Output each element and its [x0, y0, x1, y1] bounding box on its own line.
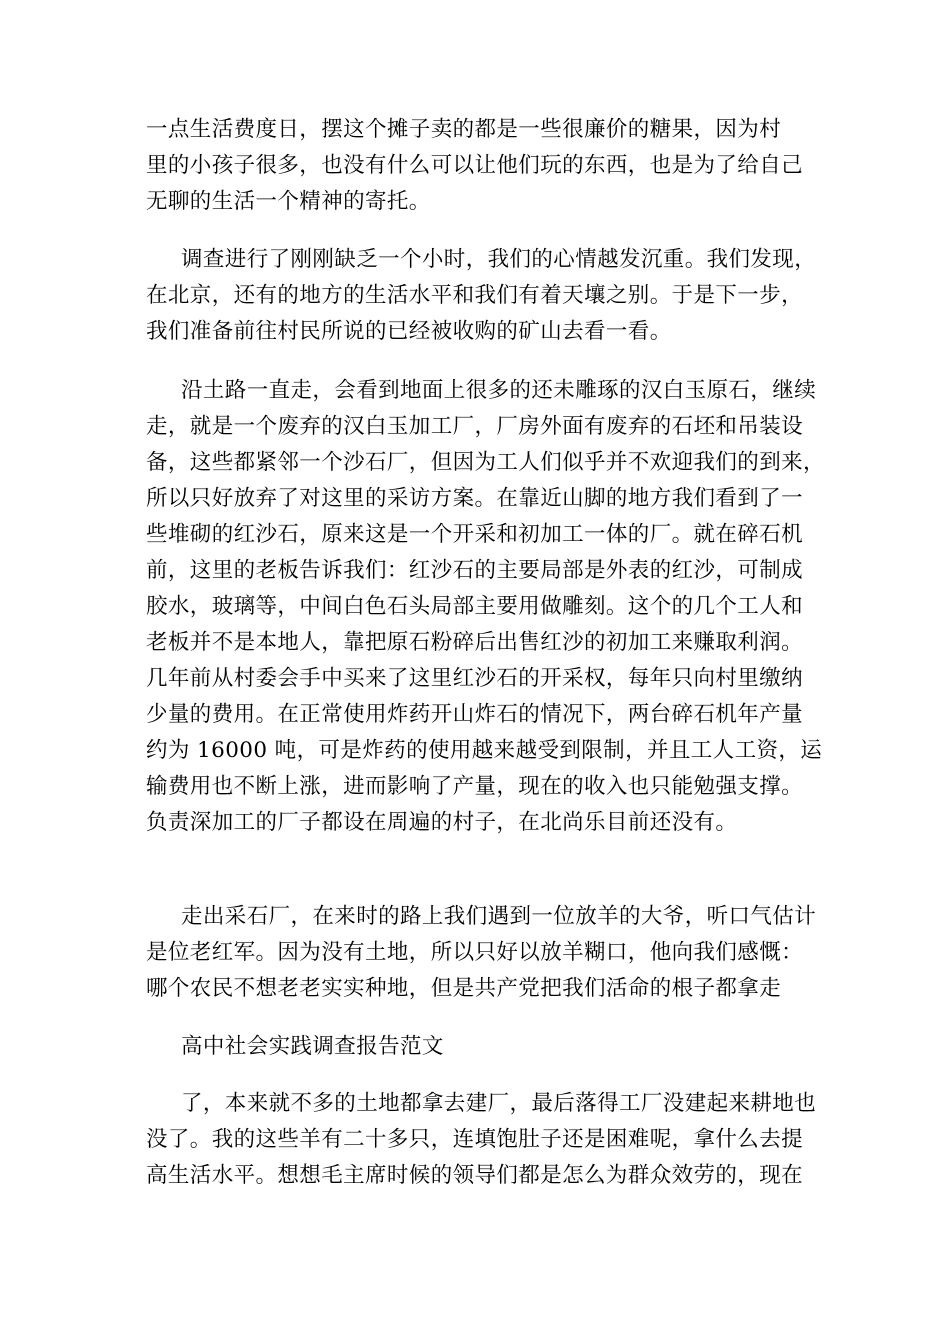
text-line: 前，这里的老板告诉我们：红沙石的主要局部是外表的红沙，可制成: [146, 558, 804, 583]
text-line: 我们准备前往村民所说的已经被收购的矿山去看一看。: [146, 319, 672, 344]
text-line: 了，本来就不多的土地都拿去建厂，最后落得工厂没建起来耕地也: [181, 1091, 817, 1116]
text-line: 几年前从村委会手中买来了这里红沙石的开采权，每年只向村里缴纳: [146, 666, 804, 691]
text-line: 走出采石厂，在来时的路上我们遇到一位放羊的大爷，听口气估计: [181, 904, 817, 929]
text-line: 高生活水平。想想毛主席时候的领导们都是怎么为群众效劳的，现在: [146, 1163, 804, 1188]
text-line: 走，就是一个废弃的汉白玉加工厂，厂房外面有废弃的石坯和吊装设: [146, 414, 804, 439]
text-line: 一点生活费度日，摆这个摊子卖的都是一些很廉价的糖果，因为村: [146, 117, 782, 142]
paragraph-3: [146, 373, 825, 841]
text-line: 无聊的生活一个精神的寄托。: [146, 189, 431, 214]
text-line: 老板并不是本地人，靠把原石粉碎后出售红沙的初加工来赚取利润。: [146, 630, 804, 655]
paragraph-1: [146, 112, 803, 220]
text-line: 没了。我的这些羊有二十多只，连填饱肚子还是困难呢，拿什么去提: [146, 1127, 804, 1152]
text-line: 输费用也不断上涨，进而影响了产量，现在的收入也只能勉强支撑。: [146, 774, 804, 799]
paragraph-continuation: [146, 1086, 816, 1194]
text-line: 所以只好放弃了对这里的采访方案。在靠近山脚的地方我们看到了一: [146, 486, 804, 511]
text-line: 调查进行了刚刚缺乏一个小时，我们的心情越发沉重。我们发现，: [181, 247, 817, 272]
text-line: 里的小孩子很多，也没有什么可以让他们玩的东西，也是为了给自己: [146, 153, 804, 178]
text-line: 在北京，还有的地方的生活水平和我们有着天壤之别。于是下一步，: [146, 283, 804, 308]
text-line: 些堆砌的红沙石，原来这是一个开采和初加工一体的厂。就在碎石机: [146, 522, 804, 547]
text-line: 是位老红军。因为没有土地，所以只好以放羊糊口，他向我们感慨：: [146, 940, 804, 965]
text-line: 备，这些都紧邻一个沙石厂，但因为工人们似乎并不欢迎我们的到来，: [146, 450, 825, 475]
text-line: 少量的费用。在正常使用炸药开山炸石的情况下，两台碎石机年产量: [146, 702, 804, 727]
text-line: 哪个农民不想老老实实种地，但是共产党把我们活命的根子都拿走: [146, 976, 782, 1001]
text-line: 沿土路一直走，会看到地面上很多的还未雕琢的汉白玉原石，继续: [181, 378, 817, 403]
text-line: 胶水，玻璃等，中间白色石头局部主要用做雕刻。这个的几个工人和: [146, 594, 804, 619]
text-line: 约为 16000 吨，可是炸药的使用越来越受到限制，并且工人工资，运: [146, 738, 823, 763]
text-line: 负责深加工的厂子都设在周遍的村子，在北尚乐目前还没有。: [146, 810, 738, 835]
document-heading: 高中社会实践调查报告范文: [181, 1034, 444, 1059]
paragraph-4: [146, 899, 816, 1007]
paragraph-2: [146, 242, 816, 350]
